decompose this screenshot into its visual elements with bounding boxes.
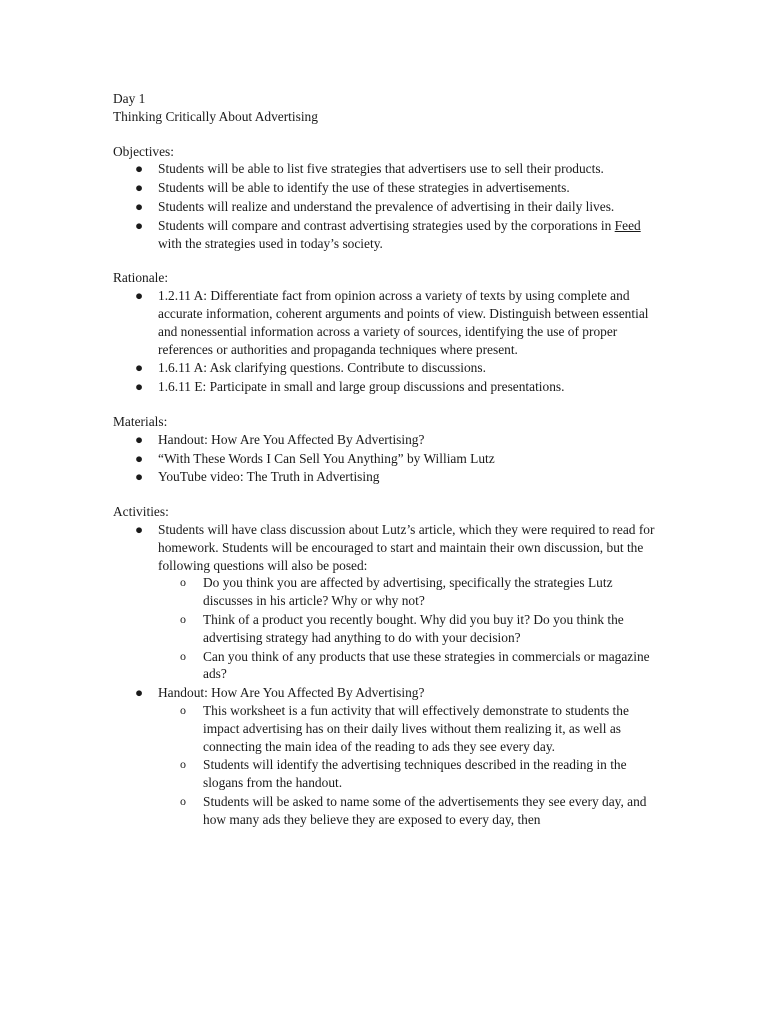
- list-item: [113, 378, 658, 396]
- activity-text: Students will have class discussion about Lutz’s article, which they were required to read for homework. Students will be encouraged to start and maintain their own discussion, but the following questions will also be posed:: [158, 521, 655, 573]
- bullet-icon: ●: [134, 685, 144, 701]
- question-text: Think of a product you recently bought. Why did you buy it? Do you think the advertising strategy had anything to do with your decision?: [203, 611, 624, 645]
- list-item: [113, 160, 658, 178]
- book-title-feed: Feed: [614, 217, 641, 233]
- list-item: [113, 521, 658, 683]
- handout-detail-text: Students will be asked to name some of the advertisements they see every day, and how many ads they believe they are exposed to every day, then: [203, 793, 647, 827]
- list-item: [113, 287, 658, 358]
- sub-bullet-icon: o: [180, 793, 186, 808]
- bullet-icon: ●: [134, 288, 144, 304]
- list-item: [113, 359, 658, 377]
- material-text: Handout: How Are You Affected By Advertising?: [158, 431, 425, 447]
- handout-detail-text: This worksheet is a fun activity that will effectively demonstrate to students the impact advertising has on their daily lives without them realizing it, as well as connecting the main idea of the reading to ads they see every day.: [203, 702, 629, 754]
- activity-text: Handout: How Are You Affected By Advertising?: [158, 685, 425, 701]
- list-item: [158, 574, 658, 610]
- list-item: [158, 648, 658, 684]
- question-text: Can you think of any products that use these strategies in commercials or magazine ads?: [203, 648, 650, 682]
- list-item: [158, 793, 658, 829]
- bullet-icon: ●: [134, 431, 144, 447]
- list-item: [113, 684, 658, 828]
- objective-text: Students will realize and understand the prevalence of advertising in their daily lives.: [158, 198, 615, 214]
- bullet-icon: ●: [134, 198, 144, 214]
- activities-heading: Activities:: [113, 504, 169, 520]
- materials-list: [113, 431, 658, 486]
- material-text: “With These Words I Can Sell You Anything” by William Lutz: [158, 450, 495, 466]
- objectives-heading: Objectives:: [113, 143, 174, 159]
- list-item: [113, 468, 658, 486]
- bullet-icon: ●: [134, 379, 144, 395]
- list-item: [158, 611, 658, 647]
- rationale-text: 1.2.11 A: Differentiate fact from opinion across a variety of texts by using complete and accurate information, coherent arguments and points of view. Distinguish between essential and nonessential information across a variety of sources, identifying the use of proper references or authorities and propaganda techniques where present.: [158, 288, 649, 357]
- document-body: [113, 90, 658, 829]
- bullet-icon: ●: [134, 217, 144, 233]
- list-item: [113, 450, 658, 468]
- objective-text-part: with the strategies used in today’s society.: [158, 235, 383, 251]
- question-text: Do you think you are affected by advertising, specifically the strategies Lutz discusses in his article? Why or why not?: [203, 575, 613, 609]
- list-item: [113, 217, 658, 253]
- rationale-list: [113, 287, 658, 396]
- objectives-list: [113, 160, 658, 252]
- list-item: [158, 702, 658, 755]
- bullet-icon: ●: [134, 360, 144, 376]
- objective-text: Students will be able to identify the use of these strategies in advertisements.: [158, 180, 570, 196]
- rationale-heading: Rationale:: [113, 270, 169, 286]
- sub-bullet-icon: o: [180, 757, 186, 772]
- sub-bullet-icon: o: [180, 611, 186, 626]
- materials-heading: Materials:: [113, 413, 168, 429]
- rationale-text: 1.6.11 A: Ask clarifying questions. Contribute to discussions.: [158, 360, 486, 376]
- bullet-icon: ●: [134, 450, 144, 466]
- activities-list: [113, 521, 658, 829]
- bullet-icon: ●: [134, 469, 144, 485]
- objective-text: Students will be able to list five strategies that advertisers use to sell their products.: [158, 161, 604, 177]
- handout-detail-text: Students will identify the advertising techniques described in the reading in the slogans from the handout.: [203, 757, 627, 791]
- sub-bullet-icon: o: [180, 575, 186, 590]
- sub-bullet-icon: o: [180, 648, 186, 663]
- list-item: [158, 756, 658, 792]
- material-text: YouTube video: The Truth in Advertising: [158, 469, 380, 485]
- objective-text-part: Students will compare and contrast advertising strategies used by the corporations in: [158, 217, 615, 233]
- day-label: Day 1: [113, 91, 146, 106]
- lesson-title: Thinking Critically About Advertising: [113, 108, 318, 124]
- objective-text: [158, 218, 641, 251]
- sub-bullet-icon: o: [180, 702, 186, 717]
- bullet-icon: ●: [134, 180, 144, 196]
- list-item: [113, 431, 658, 449]
- list-item: [113, 179, 658, 197]
- rationale-text: 1.6.11 E: Participate in small and large group discussions and presentations.: [158, 379, 565, 395]
- bullet-icon: ●: [134, 161, 144, 177]
- handout-details-list: [158, 702, 658, 829]
- bullet-icon: ●: [134, 521, 144, 537]
- list-item: [113, 198, 658, 216]
- discussion-questions-list: [158, 574, 658, 683]
